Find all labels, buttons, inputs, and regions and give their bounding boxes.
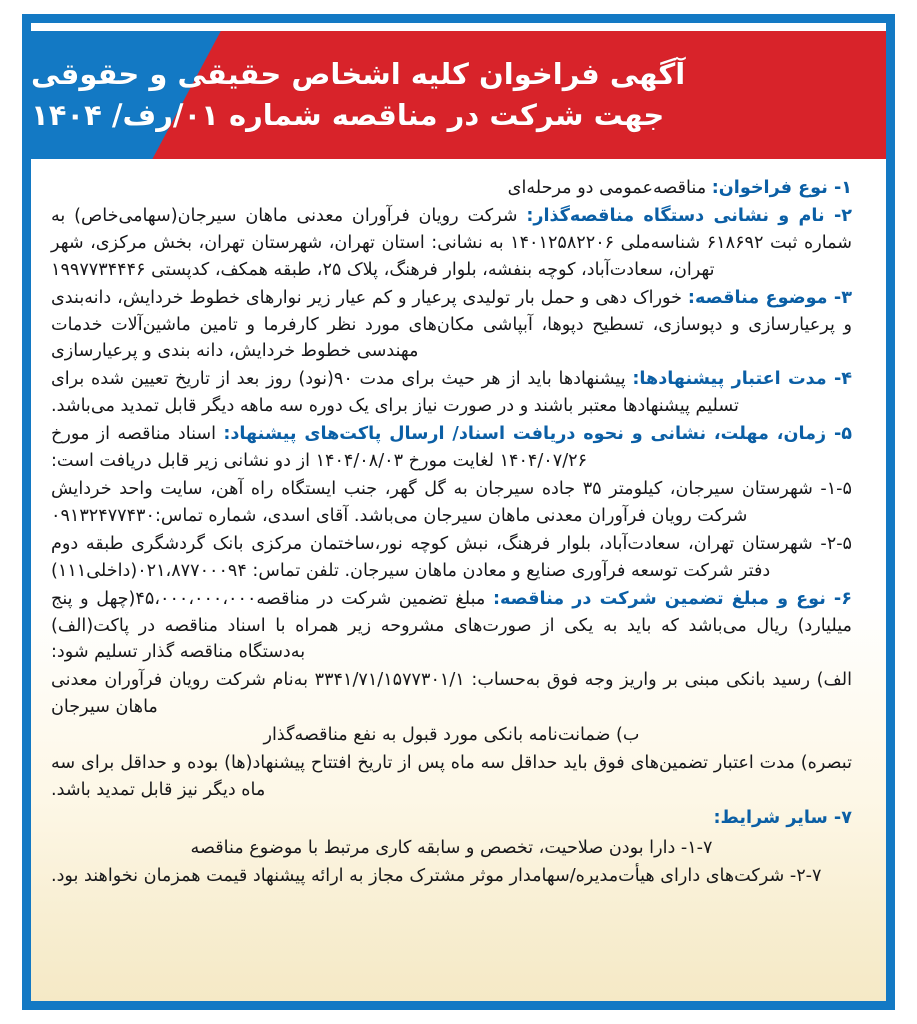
- section-1: [51, 175, 852, 202]
- section-7-2: [51, 863, 852, 890]
- section-1-body: مناقصه‌عمومی دو مرحله‌ای: [507, 178, 712, 198]
- section-7-1: [51, 835, 852, 862]
- section-6: [51, 586, 852, 667]
- banner-title-line-2: جهت شرکت در مناقصه شماره ۰۱/رف/ ۱۴۰۴: [31, 98, 665, 132]
- document-body: [31, 167, 886, 1001]
- section-6-body: مبلغ تضمین شرکت در مناقصه۴۵،۰۰۰،۰۰۰،۰۰۰(چهل و پنج میلیارد) ریال می‌باشد که باید به یکی از صورت‌های مشروحه زیر همراه با اسناد مناقصه در پاکت(الف) به‌دستگاه مناقصه گذار تسلیم شود:: [51, 588, 852, 663]
- header-banner: [31, 31, 886, 159]
- section-5-1: [51, 476, 852, 530]
- section-1-heading: ۱- نوع فراخوان:: [711, 178, 852, 198]
- section-6-option-a: [51, 667, 852, 721]
- section-7-2-body: ۲-۷- شرکت‌های دارای هیأت‌مدیره/سهامدار موثر مشترک مجاز به ارائه پیشنهاد قیمت همزمان نخواهند بود.: [51, 865, 822, 886]
- section-6-option-a-body: الف) رسید بانکی مبنی بر واریز وجه فوق به‌حساب: ۳۳۴۱/۷۱/۱۵۷۷۳۰۱/۱ به‌نام شرکت رویان فرآوران معدنی ماهان سیرجان: [51, 670, 852, 718]
- section-4-body: پیشنهادها باید از هر حیث برای مدت ۹۰(نود) روز بعد از تاریخ تعیین شده برای تسلیم پیشنهادها معتبر باشند و در صورت نیاز برای یک دوره سه ماهه دیگر قابل تمدید می‌باشد.: [51, 369, 739, 417]
- section-4-heading: ۴- مدت اعتبار پیشنهادها:: [632, 369, 852, 390]
- banner-title-block: [31, 31, 886, 159]
- section-3-body: خوراک دهی و حمل بار تولیدی پرعیار و کم عیار زیر نوارهای خطوط خردایش، دانه‌بندی و پرعیارسازی و دپوسازی، تسطیح دپوها، آبپاشی مکان‌های مورد نظر کارفرما و تامین ماشین‌آلات خدمات مهندسی خطوط خردایش، دانه بندی و پرعیارسازی: [51, 287, 852, 362]
- banner-title-line-1: آگهی فراخوان کلیه اشخاص حقیقی و حقوقی: [31, 56, 686, 91]
- section-2-body: شرکت رویان فرآوران معدنی ماهان سیرجان(سهامی‌خاص) به شماره ثبت ۶۱۸۶۹۲ شناسه‌ملی ۱۴۰۱۲۵۸۲۲۰۶ به نشانی: استان تهران، شهرستان تهران، بخش مرکزی، شهر تهران، سعادت‌آباد، کوچه بنفشه، بلوار فرهنگ، پلاک ۲۵، طبقه همکف، کدپستی ۱۹۹۷۷۳۴۴۴۶: [51, 205, 852, 280]
- section-6-heading: ۶- نوع و مبلغ تضمین شرکت در مناقصه:: [492, 588, 852, 609]
- section-2: [51, 203, 852, 284]
- section-5: [51, 421, 852, 475]
- section-6-note-body: تبصره) مدت اعتبار تضمین‌های فوق باید حداقل سه ماه پس از تاریخ افتتاح پیشنهاد(ها) بوده و حداقل برای سه ماه دیگر نیز قابل تمدید باشد.: [51, 753, 852, 800]
- section-2-heading: ۲- نام و نشانی دستگاه مناقصه‌گذار:: [526, 205, 853, 226]
- section-7: [51, 805, 852, 832]
- section-5-body: اسناد مناقصه از مورخ ۱۴۰۴/۰۷/۲۶ لغایت مورخ ۱۴۰۴/۰۸/۰۳ از دو نشانی زیر قابل دریافت است:: [51, 424, 588, 472]
- section-5-2: [51, 531, 852, 585]
- section-6-option-b: [51, 722, 852, 749]
- section-6-note: [51, 750, 852, 804]
- section-5-1-body: ۱-۵- شهرستان سیرجان، کیلومتر ۳۵ جاده سیرجان به گل گهر، جنب ایستگاه راه آهن، سایت واحد خردایش شرکت رویان فرآوران معدنی ماهان سیرجان می‌باشد. آقای اسدی، شماره تماس:۰۹۱۳۲۴۷۷۴۳۰: [51, 478, 852, 526]
- section-6-option-b-body: ب) ضمانت‌نامه بانکی مورد قبول به نفع مناقصه‌گذار: [263, 725, 640, 746]
- section-3: [51, 285, 852, 366]
- section-7-heading: ۷- سایر شرایط:: [713, 807, 852, 828]
- section-5-heading: ۵- زمان، مهلت، نشانی و نحوه دریافت اسناد/ ارسال پاکت‌های پیشنهاد:: [223, 424, 852, 445]
- section-3-heading: ۳- موضوع مناقصه:: [687, 287, 852, 308]
- section-7-1-body: ۱-۷- دارا بودن صلاحیت، تخصص و سابقه کاری مرتبط با موضوع مناقصه: [190, 837, 713, 858]
- section-5-2-body: ۲-۵- شهرستان تهران، سعادت‌آباد، بلوار فرهنگ، نبش کوچه نور،ساختمان مرکزی بانک گردشگری طبقه دوم دفتر شرکت توسعه فرآوری صنایع و معادن ماهان سیرجان. تلفن تماس: ۰۲۱،۸۷۷۰۰۰۹۴(داخلی۱۱۱): [51, 533, 852, 581]
- section-4: [51, 366, 852, 420]
